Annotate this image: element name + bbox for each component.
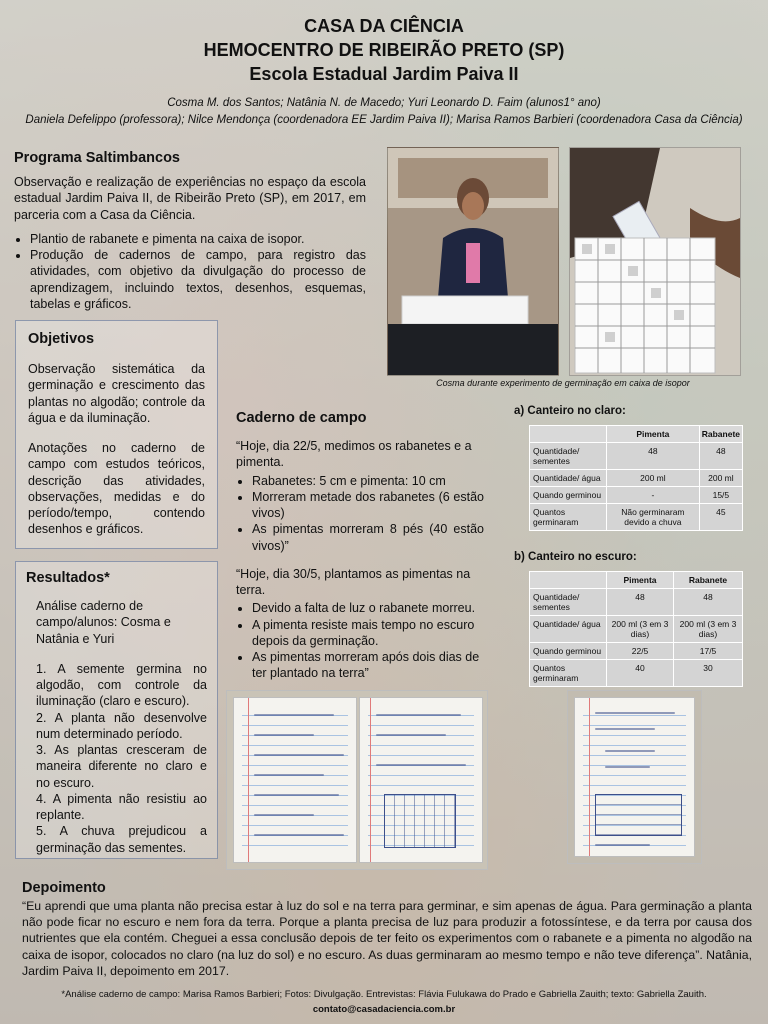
table-cell: 30	[674, 660, 743, 687]
resultados-intro: Análise caderno de campo/alunos: Cosma e Natânia e Yuri	[36, 599, 171, 646]
table-row	[530, 643, 743, 660]
table-cell: 48	[607, 443, 700, 470]
tabela-claro-title: a) Canteiro no claro:	[514, 405, 626, 417]
table-header-cell: Rabanete	[699, 426, 742, 443]
objetivos-paragraph-2: Anotações no caderno de campo com estudos teóricos, descrição das atividades, observações, medidas e do período/tempo, contendo desenhos e gráficos.	[28, 441, 205, 537]
table-row-header: Quantos germinaram	[530, 504, 607, 531]
caderno-item: • As pimentas morreram após dois dias de ter plantado na terra”	[252, 649, 484, 682]
notebook-right-page	[359, 697, 483, 863]
programa-intro: Observação e realização de experiências no espaço da escola estadual Jardim Paiva II, de Ribeirão Preto (SP), em 2017, em parceria com a Casa da Ciência.	[14, 175, 366, 222]
table-cell: 48	[674, 589, 743, 616]
resultados-title: Resultados*	[26, 570, 110, 586]
caderno-list-1	[236, 473, 484, 554]
table-row-header: Quantos germinaram	[530, 660, 607, 687]
table-row-header: Quando germinou	[530, 487, 607, 504]
objetivos-box	[15, 320, 218, 549]
table-header-cell	[530, 426, 607, 443]
programa-bullet: • Plantio de rabanete e pimenta na caixa de isopor.	[30, 231, 366, 247]
table-row-header: Quantidade/ sementes	[530, 589, 607, 616]
caderno-item: • As pimentas morreram 8 pés (40 estão vivos)”	[252, 521, 484, 554]
table-header-row	[530, 426, 743, 443]
caderno-section	[236, 410, 484, 682]
notebook-left-page	[233, 697, 357, 863]
programa-section	[14, 150, 366, 312]
photo-student-illustration	[388, 148, 558, 375]
footer-credits: *Análise caderno de campo: Marisa Ramos Barbieri; Fotos: Divulgação. Entrevistas: Flávia Fulukawa do Prado e Gabriella Zauith; texto: Gabriella Zauith.	[61, 989, 707, 1000]
table-cell: 48	[607, 589, 674, 616]
authors-students: Cosma M. dos Santos; Natânia N. de Macedo; Yuri Leonardo D. Faim (alunos1° ano)	[167, 97, 601, 109]
programa-bullets	[14, 231, 366, 312]
caderno-item: • Morreram metade dos rabanetes (6 estão vivos)	[252, 489, 484, 522]
resultados-item: 1. A semente germina no algodão, com controle da iluminação (claro e escuro).	[36, 661, 207, 709]
depoimento-title: Depoimento	[22, 880, 106, 896]
table-header-row	[530, 572, 743, 589]
tabela-claro	[529, 425, 743, 531]
table-row-header: Quando germinou	[530, 643, 607, 660]
notebook-single-page	[574, 697, 695, 857]
table-cell: 17/5	[674, 643, 743, 660]
table-row	[530, 589, 743, 616]
footer-email[interactable]: contato@casadaciencia.com.br	[312, 1004, 456, 1015]
table-cell: 40	[607, 660, 674, 687]
table-row	[530, 660, 743, 687]
table-cell: 45	[699, 504, 742, 531]
table-row-header: Quantidade/ água	[530, 470, 607, 487]
header-title-3: Escola Estadual Jardim Paiva II	[249, 64, 519, 84]
table-cell: 48	[699, 443, 742, 470]
programa-bullet: • Produção de cadernos de campo, para registro das atividades, com objetivo da divulgação do processo de aprendizagem, incluindo textos, desenhos, esquemas, tabelas e gráficos.	[30, 247, 366, 312]
table-row	[530, 443, 743, 470]
resultados-item: 2. A planta não desenvolve num determinado período.	[36, 710, 207, 741]
programa-title: Programa Saltimbancos	[14, 150, 180, 166]
resultados-item: 5. A chuva prejudicou a germinação das sementes.	[36, 824, 207, 855]
tabela-escuro-title: b) Canteiro no escuro:	[514, 551, 637, 563]
depoimento-text: “Eu aprendi que uma planta não precisa estar à luz do sol e na terra para germinar, e sim apenas de água. Para germinação a planta não pode ficar no escuro e nem fora da terra. Porque a planta precisa de luz para produzir a fotossíntese, e da terra por causa dos nutrientes que ela contém. Cheguei a essa conclusão depois de ter feito os experimentos com o rabanete e a pimenta no algodão na caixa de isopor, colocados no claro (na luz do sol) e no escuro. As duas germinaram ao mesmo tempo e não teve diferença”. Natânia, Jardim Paiva II, depoimento em 2017.	[22, 899, 752, 978]
header-title-1: CASA DA CIÊNCIA	[304, 16, 464, 36]
table-row-header: Quantidade/ água	[530, 616, 607, 643]
table-cell: 200 ml	[607, 470, 700, 487]
table-cell: 200 ml (3 em 3 dias)	[674, 616, 743, 643]
caderno-item: • Rabanetes: 5 cm e pimenta: 10 cm	[252, 473, 484, 489]
table-header-cell	[530, 572, 607, 589]
photo-caption: Cosma durante experimento de germinação em caixa de isopor	[436, 378, 690, 388]
photo-germination-box	[569, 147, 741, 376]
resultados-item: 3. As plantas cresceram de maneira diferente no claro e no escuro.	[36, 743, 207, 790]
table-cell: 22/5	[607, 643, 674, 660]
table-header-cell: Pimenta	[607, 572, 674, 589]
objetivos-paragraph-1: Observação sistemática da germinação e crescimento das plantas no algodão; controle da água e da iluminação.	[28, 362, 205, 425]
resultados-list	[36, 661, 207, 856]
table-row	[530, 616, 743, 643]
table-cell: Não germinaram devido a chuva	[607, 504, 700, 531]
tabela-escuro	[529, 571, 743, 687]
caderno-item: • A pimenta resiste mais tempo no escuro depois da germinação.	[252, 617, 484, 650]
objetivos-title: Objetivos	[28, 331, 95, 347]
caderno-list-2	[236, 600, 484, 681]
table-header-cell: Pimenta	[607, 426, 700, 443]
table-cell: 15/5	[699, 487, 742, 504]
header-title-2: HEMOCENTRO DE RIBEIRÃO PRETO (SP)	[203, 40, 565, 60]
caderno-quote-2: “Hoje, dia 30/5, plantamos as pimentas na terra.	[236, 566, 471, 597]
caderno-title: Caderno de campo	[236, 410, 367, 426]
caderno-item: • Devido a falta de luz o rabanete morreu.	[252, 600, 484, 616]
resultados-box	[15, 561, 218, 859]
resultados-item: 4. A pimenta não resistiu ao replante.	[36, 791, 207, 822]
table-cell: 200 ml (3 em 3 dias)	[607, 616, 674, 643]
table-row-header: Quantidade/ sementes	[530, 443, 607, 470]
photo-notebook-spread	[226, 690, 488, 870]
photo-student-isopor	[387, 147, 559, 376]
table-row	[530, 470, 743, 487]
caderno-quote-1: “Hoje, dia 22/5, medimos os rabanetes e a pimenta.	[236, 439, 472, 470]
tabela-claro-section	[514, 405, 746, 531]
table-header-cell: Rabanete	[674, 572, 743, 589]
table-row	[530, 504, 743, 531]
table-cell: 200 ml	[699, 470, 742, 487]
photo-box-illustration	[570, 148, 740, 375]
depoimento-section	[22, 880, 752, 979]
photo-notebook-page	[567, 690, 702, 864]
table-cell: -	[607, 487, 700, 504]
tabela-escuro-section	[514, 551, 746, 687]
table-row	[530, 487, 743, 504]
authors-staff: Daniela Defelippo (professora); Nilce Mendonça (coordenadora EE Jardim Paiva II); Marisa Ramos Barbieri (coordenadora Casa da Ciência)	[25, 114, 743, 126]
